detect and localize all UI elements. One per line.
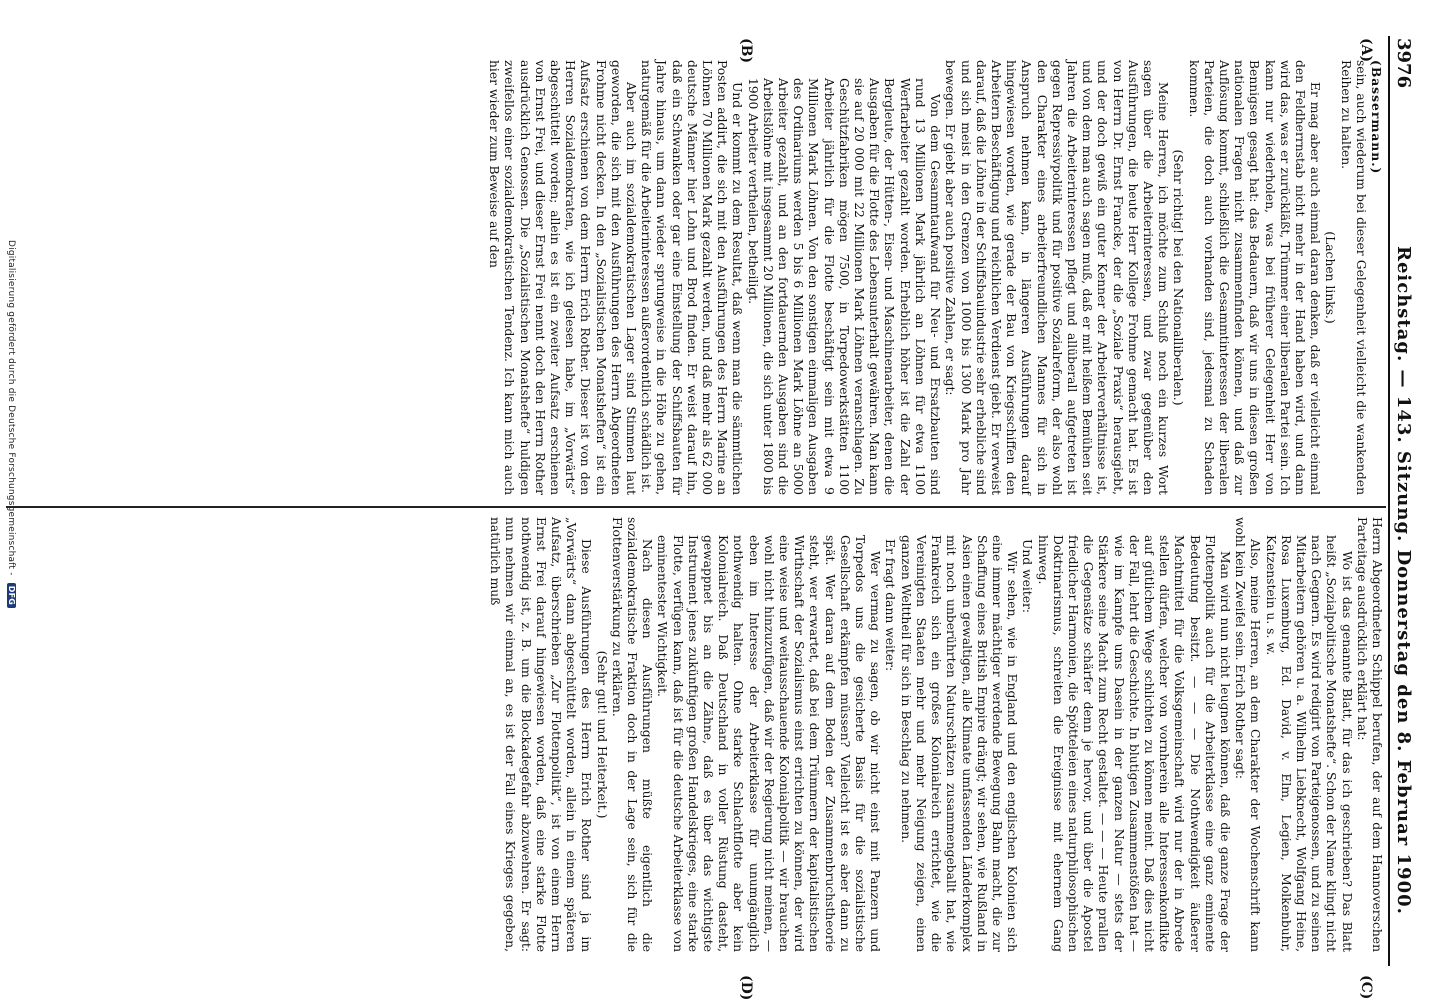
speaker-name: (Bassermann.) [1369, 60, 1384, 175]
paragraph: Herrn Abgeordneten Schippel berufen, der auf dem Hannoverschen Parteitage ausdrücklich erklärt hat: [1354, 517, 1384, 952]
paragraph: Also, meine Herren, an dem Charakter der Wochenschrift kann wohl kein Zweifel sein. Erich Rother sagt: [1233, 517, 1263, 952]
paragraph: Und er kommt zu dem Resultat, daß wenn man die sämmtlichen Posten addirt, die sich mit den Ausführungen des Herrn Marine an Löhnen 70 Millionen Mark gezahlt werden, und daß mehr als 62 000 deutsche Männer hier Lohn und Brod finden. Er weist darauf hin, daß ein Schwanken oder gar eine Einstellung der Schiffsbauten für Jahre hinaus, um dann wieder sprungweise in die Höhe zu gehen, naturgemäß für die Arbeiterinteressen außerordentlich schädlich ist. [639, 60, 745, 495]
right-column [487, 517, 1384, 952]
paragraph: Nach diesen Ausführungen müßte eigentlich die sozialdemokratische Fraktion doch in der Lage sein, sich für die Flottenverstärkung zu erklären. [609, 517, 655, 952]
quotation: Von dem Gesammtaufwand für Neu- und Ersatzbauten sind rund 13 Millionen Mark jährlich an Löhnen für etwa 1100 Werftarbeiter gezahlt worden. Erheblich höher ist die Zahl der Bergleute, der Hütten-, Eisen- und Maschinenarbeiter, denen die Ausgaben für die Flotte des Lebensunterhalt gewähren. Man kann sie auf 20 000 mit 22 Millionen Mark Löhnen veranschlagen. Zu Geschützfabriken mögen 7500, in Torpedowerkstätten 1100 Arbeiter jährlich für die Flotte beschäftigt sein mit etwa 9 Millionen Mark Löhnen. Von den sonstigen einmaligen Ausgaben des Ordinariums werden 5 bis 6 Millionen Mark Löhne an 5000 Arbeiter gezahlt, und an den fortdauernden Ausgaben sind die Arbeitslöhne mit insgesammt 20 Millionen, die sich unter 1800 bis 1900 Arbeiter vertheilen, betheiligt. [745, 78, 943, 495]
quotation: Man wird nun nicht leugnen können, daß die ganze Frage der Flottenpolitik auch für die Arbeiterklasse eine ganz eminente Bedeutung besitzt. — — — Die Nothwendigkeit äußerer Machtmittel für die Volksgemeinschaft wird nur der in Abrede stellen dürfen, welcher von vornherein alle Interessenkonflikte auf gütlichem Wege schlichten zu können meint. Daß dies nicht der Fall, lehrt die Geschichte. In blutigen Zusammenstößen hat — wie im Kampfe ums Dasein in der ganzen Natur — stets der Stärkere seine Macht zum Recht gestaltet. — — — Heute prallen die Gegensätze schärfer denn je hervor, und über die Apostel friedlicher Harmonien, die Spötteleien eines naturphilosophischen Doktrinarismus, schreiten die Ereignisse mit ehernem Gang hinweg. [1035, 535, 1232, 952]
paragraph: Er mag aber auch einmal daran denken, daß er vielleicht einmal den Feldherrnstab nicht mehr in der Hand haben wird, und dann wird das, was er zurückläßt, Trümmer einer liberalen Partei sein. Ich kann nur wiederholen, was bei früherer Gelegenheit Herr von Bennigsen gesagt hat: das Bedauern, daß wir uns in diesen großen nationalen Fragen nicht zusammenfinden können, und daß zur Auflösung kommt, schließlich die Gesammtinteressen der liberalen Parteien, die doch auch vorhanden sind, jedesmal zu Schaden kommen. [1186, 60, 1323, 495]
interjection: (Sehr richtig! bei den Nationalliberalen.) [1171, 149, 1186, 406]
interjection: (Sehr gut! und Heiterkeit.) [594, 650, 609, 819]
margin-mark-c: (C) [1358, 975, 1374, 1000]
page-number: 3976 [1393, 38, 1414, 89]
credit-text: Digitalisierung gefördert durch die Deutsche Forschungsgemeinschaft - [6, 240, 16, 576]
quotation: Wir sehen, wie in England und den englischen Kolonien sich eine immer mächtiger werdende Bewegung Bahn macht, die zur Schaffung eines British Empire drängt; wir sehen, wie Rußland in Asien einen gewaltigen, alle Klimate umfassenden Länderkomplex mit noch unberührten Naturschätzen zusammengeballt hat, wie Frankreich sich ein großes Kolonialreich errichtet, wie die Vereinigten Staaten mehr und mehr Neigung zeigen, einen ganzen Welttheil für sich in Beschlag zu nehmen. [898, 535, 1020, 952]
paragraph: Und weiter: [1020, 539, 1035, 614]
digitization-credit [6, 240, 16, 608]
paragraph: sein, auch wiederum bei dieser Gelegenheit vielleicht die wankenden Reihen zu halten. [1338, 60, 1368, 495]
column-divider [6, 506, 1386, 508]
quotation: Wo ist das genannte Blatt, für das ich geschrieben? Das Blatt heißt „Sozialpolitische Monatshefte“. Schon der Name klingt nicht nach Gegnern. Es wird redigirt von Parteigenossen, und zu seinen Mitarbeitern gehören u. a. Wilhelm Liebknecht, Wolfgang Heine, Rosa Luxemburg, Ed. David, v. Elm, Legien, Molkenbuhr, Katzenstein u. s. w. [1263, 535, 1354, 952]
quotation: Wer vermag zu sagen, ob wir nicht einst mit Panzern und Torpedos uns die gesicherte Basis für die sozialistische Gesellschaft erkämpfen müssen? Vielleicht ist es aber dann zu spät. Wer daran auf dem Boden der Zusammenbruchstheorie steht, wer erwartet, daß bei dem Trümmern der kapitalistischen Wirthschaft der Sozialismus einst errichten zu können, der wird eine weise und weitausschauende Kolonialpolitik — wir brauchen wohl nicht hinzuzufügen, daß wir der Regierung nicht meinen, — eben im Interesse der Arbeiterklasse für unumgänglich nothwendig halten. Ohne starke Schlachtflotte aber kein Kolonialreich. Daß Deutschland in voller Rüstung dasteht, gewappnet bis an die Zähne, daß es über das wichtigste Instrument jenes zukünftigen großen Handelskrieges, eine starke Flotte, verfügen kann, daß ist für die deutsche Arbeiterklasse von eminentester Wichtigkeit. [655, 535, 883, 952]
left-column [486, 60, 1384, 495]
paragraph: Diese Ausführungen des Herrn Erich Rother sind ja im „Vorwärts“ dann abgeschüttelt worden, allein in einem späteren Aufsatz, überschrieben „Zur Flottenpolitik“, ist von einem Herrn Ernst Frei darauf hingewiesen worden, daß eine starke Flotte nothwendig ist, z. B. um die Blockadegefahr abzuwehren. Er sagt: nun nehmen wir einmal an, es ist der Fall eines Krieges gegeben, natürlich muß [488, 517, 594, 952]
running-head: Reichstag. — 143. Sitzung. Donnerstag den 8. Februar 1900. [1393, 246, 1414, 915]
margin-mark-d: (D) [738, 975, 754, 1000]
dfg-logo: DFG [7, 583, 16, 608]
paragraph: Meine Herren, ich möchte zum Schluß noch ein kurzes Wort sagen über die Arbeiterinteressen, und zwar gegenüber den Ausführungen, die heute Herr Kollege Frohme gemacht hat. Es ist von Herrn Dr. Ernst Francke, der die „Soziale Praxis“ herausgiebt, und der doch gewiß ein guter Kenner der Arbeiterverhältnisse ist, und von dem man auch sagen muß, daß er mit heißem Bemühen seit Jahren die Arbeiterinteressen pflegt und allüberall aufgetreten ist gegen Repressivpolitik und für positive Sozialreform, der also wohl den Charakter eines arbeiterfreundlichen Mannes für sich in Anspruch nehmen kann, in längeren Ausführungen darauf hingewiesen worden, wie gerade der Bau von Kriegsschiffen den Arbeitern Beschäftigung und reichlichen Verdienst giebt. Er verweist darauf, daß die Löhne in der Schiffsbauindustrie sehr erhebliche sind und sich meist in den Grenzen von 1000 bis 1300 Mark pro Jahr bewegen. Er giebt aber auch positive Zahlen, er sagt: [943, 60, 1171, 495]
paragraph: Aber auch im sozialdemokratischen Lager sind Stimmen laut geworden, die sich mit den Ausführungen des Herrn Abgeordneten Frohme nicht decken. In den „Sozialistischen Monatsheften“ ist ein Aufsatz erschienen von dem Herrn Erich Rother. Dieser ist von den Herren Sozialdemokraten, wie ich gelesen habe, im „Vorwärts“ abgeschüttelt worden; allein es ist ein zweiter Aufsatz erschienen von Ernst Frei, und dieser Ernst Frei nennt doch den Herrn Rother ausdrücklich Genossen. Die „Sozialistischen Monatshefte“ huldigen zweifellos einer sozialdemokratischen Tendenz. Ich kann mich auch hier wieder zum Beweise auf den [487, 60, 639, 495]
interjection: (Lachen links.) [1323, 231, 1338, 324]
margin-mark-b: (B) [738, 38, 754, 64]
paragraph: Er fragt dann weiter: [883, 539, 898, 672]
margin-mark-a: (A) [1358, 38, 1374, 63]
page-header [1388, 36, 1416, 966]
